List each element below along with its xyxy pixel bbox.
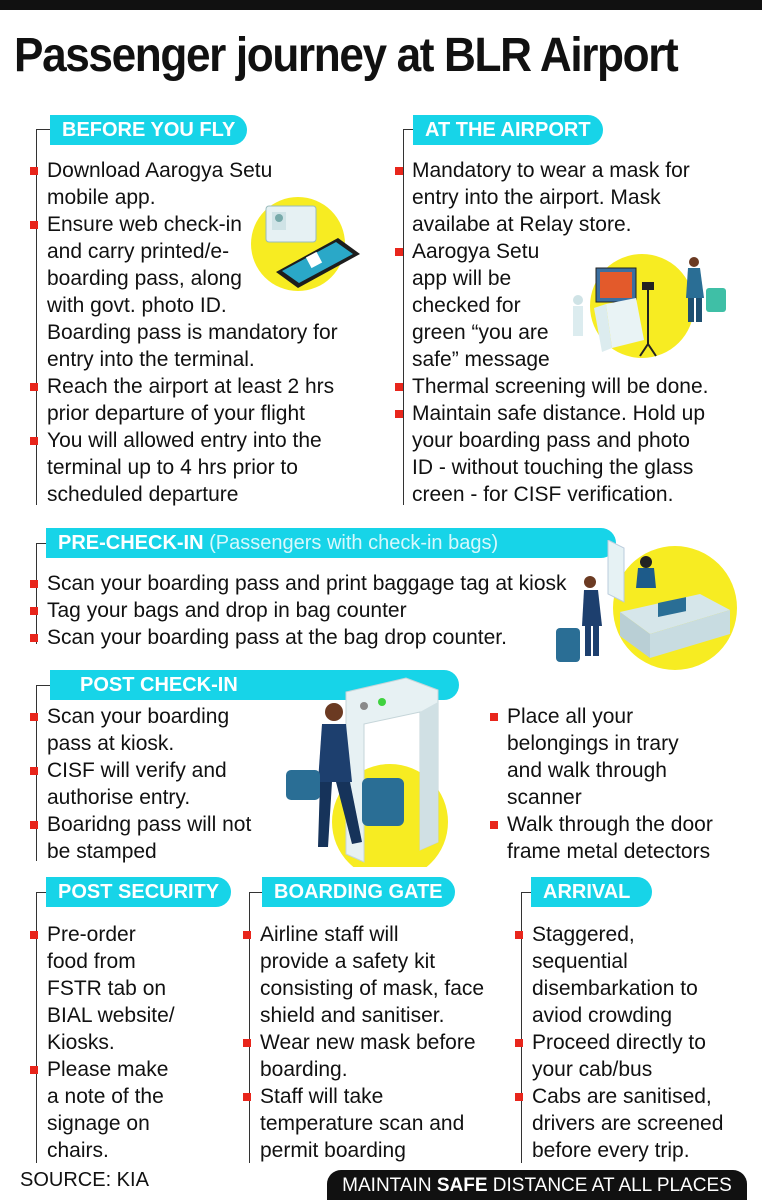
list-item: Reach the airport at least 2 hrs prior departure of your flight: [31, 373, 338, 427]
heading-arrival: ARRIVAL: [531, 877, 652, 907]
list-pre-check-in: [31, 570, 567, 651]
page-title: Passenger journey at BLR Airport: [14, 29, 678, 82]
list-item: Maintain safe distance. Hold up your boarding pass and photo ID - without touching the glass creen - for CISF verification.: [396, 400, 708, 508]
list-post-check-in-left: [31, 703, 251, 865]
heading-post-security: POST SECURITY: [46, 877, 231, 907]
list-item: Download Aarogya Setu mobile app.: [31, 157, 338, 211]
list-item: Pre-order food from FSTR tab on BIAL website/ Kiosks.: [31, 921, 175, 1056]
list-item: Scan your boarding pass and print baggage tag at kiosk: [31, 570, 567, 597]
source-note: SOURCE: KIA: [20, 1169, 149, 1191]
list-item: Scan your boarding pass at the bag drop counter.: [31, 624, 567, 651]
list-item: Staggered, sequential disembarkation to aviod crowding: [516, 921, 723, 1029]
list-item: Mandatory to wear a mask for entry into the airport. Mask availabe at Relay store.: [396, 157, 708, 238]
footer-text-bold: SAFE: [436, 1175, 488, 1196]
top-bar: [0, 0, 762, 10]
footer-text-post: DISTANCE AT ALL PLACES: [487, 1175, 732, 1196]
list-item: You will allowed entry into the terminal up to 4 hrs prior to scheduled departure: [31, 427, 338, 508]
list-item: Ensure web check-in and carry printed/e- boarding pass, along with govt. photo ID. Boarding pass is mandatory for entry into the terminal.: [31, 211, 338, 373]
heading-at-the-airport: AT THE AIRPORT: [413, 115, 603, 145]
list-post-check-in-right: [491, 703, 713, 865]
heading-before-you-fly: BEFORE YOU FLY: [50, 115, 247, 145]
list-at-the-airport: [396, 157, 708, 508]
pre-check-in-subtitle: (Passengers with check-in bags): [209, 532, 499, 554]
list-before-you-fly: [31, 157, 338, 508]
heading-boarding-gate: BOARDING GATE: [262, 877, 455, 907]
footer-text-pre: MAINTAIN: [342, 1175, 437, 1196]
list-item: Please make a note of the signage on chairs.: [31, 1056, 175, 1164]
list-item: Aarogya Setu app will be checked for green “you are safe” message: [396, 238, 708, 373]
list-item: Boaridng pass will not be stamped: [31, 811, 251, 865]
list-item: Proceed directly to your cab/bus: [516, 1029, 723, 1083]
baggage-kiosk-illustration: [550, 540, 740, 685]
list-item: Wear new mask before boarding.: [244, 1029, 484, 1083]
security-gate-illustration: [278, 672, 480, 867]
heading-post-check-in: POST CHECK-IN: [50, 670, 459, 700]
list-item: Staff will take temperature scan and permit boarding: [244, 1083, 484, 1164]
list-item: Place all your belongings in trary and walk through scanner: [491, 703, 713, 811]
list-arrival: [516, 921, 723, 1164]
list-item: Cabs are sanitised, drivers are screened before every trip.: [516, 1083, 723, 1164]
list-item: Walk through the door frame metal detectors: [491, 811, 713, 865]
list-boarding-gate: [244, 921, 484, 1164]
list-item: Thermal screening will be done.: [396, 373, 708, 400]
heading-pre-check-in: [46, 528, 616, 558]
list-post-security: [31, 921, 175, 1164]
footer-banner: [327, 1170, 747, 1200]
list-item: CISF will verify and authorise entry.: [31, 757, 251, 811]
pre-check-in-title: PRE-CHECK-IN: [58, 532, 204, 554]
list-item: Airline staff will provide a safety kit consisting of mask, face shield and sanitiser.: [244, 921, 484, 1029]
list-item: Scan your boarding pass at kiosk.: [31, 703, 251, 757]
list-item: Tag your bags and drop in bag counter: [31, 597, 567, 624]
